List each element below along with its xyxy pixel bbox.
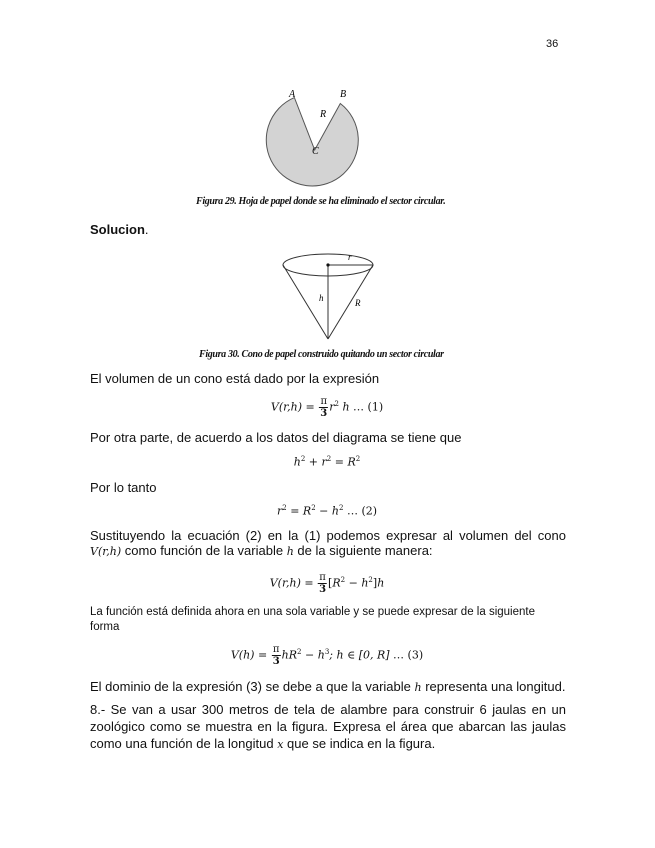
paragraph-problem-8: 8.- Se van a usar 300 metros de tela de alambre para construir 6 jaulas en un zoológico como se muestra en la figura. Expresa el área que abarcan las jaulas como una función de la longitud x que se indica en la figura. [90, 702, 566, 751]
solution-heading-text: Solucion [90, 222, 145, 237]
equation-volume-substituted: V(r,h) = $\frac{\pi}{3}$ $[R^2 - h^2]h$ [269, 572, 385, 595]
equation-pythagoras: $h^2 + r^2 = R^2$ [293, 455, 361, 469]
label-a: A [289, 89, 296, 100]
fraction-pi-3: $\frac{\pi}{3}$ [320, 396, 328, 419]
figure-29-sheet [262, 84, 372, 196]
paragraph-substitution-line2: V(r,h) como función de la variable h de la siguiente manera: [90, 543, 433, 558]
equation-1: V(r,h) = $\frac{\pi}{3}$ $r^2$ h … (1) [270, 396, 384, 419]
paragraph-substitution-line1: Sustituyendo la ecuación (2) en la (1) podemos expresar al volumen del cono [90, 528, 566, 543]
figure-29-caption: Figura 29. Hoja de papel donde se ha eliminado el sector circular. [196, 196, 446, 207]
page-number: 36 [546, 38, 559, 50]
figure-30-cone [278, 248, 380, 344]
figure-30-caption: Figura 30. Cono de papel construido quitando un sector circular [199, 349, 444, 360]
label-c: C [312, 146, 319, 157]
label-b: B [340, 89, 347, 100]
equation-3: V(h) = $\frac{\pi}{3}$ $hR^2 - h^3$; h ∈ [0, R] … (3) [230, 644, 424, 667]
equation-2: $r^2 = R^2 - h^2$ … (2) [276, 504, 378, 518]
paragraph-volume-intro: El volumen de un cono está dado por la expresión [90, 371, 380, 386]
sheet-with-removed-sector [266, 98, 358, 186]
paragraph-therefore: Por lo tanto [90, 480, 157, 495]
cone-center-dot [326, 263, 329, 266]
paragraph-single-variable: La función está definida ahora en una sola variable y se puede expresar de la siguiente forma [90, 606, 535, 633]
label-r: R [320, 109, 327, 120]
label-h: h [319, 293, 324, 303]
paragraph-diagram: Por otra parte, de acuerdo a los datos del diagrama se tiene que [90, 430, 462, 445]
solution-heading [90, 222, 149, 237]
solution-heading-period: . [144, 222, 149, 237]
label-R-big: R [355, 298, 361, 308]
label-r-small: r [348, 252, 352, 262]
paragraph-domain: El dominio de la expresión (3) se debe a que la variable h representa una longitud. [90, 679, 566, 694]
